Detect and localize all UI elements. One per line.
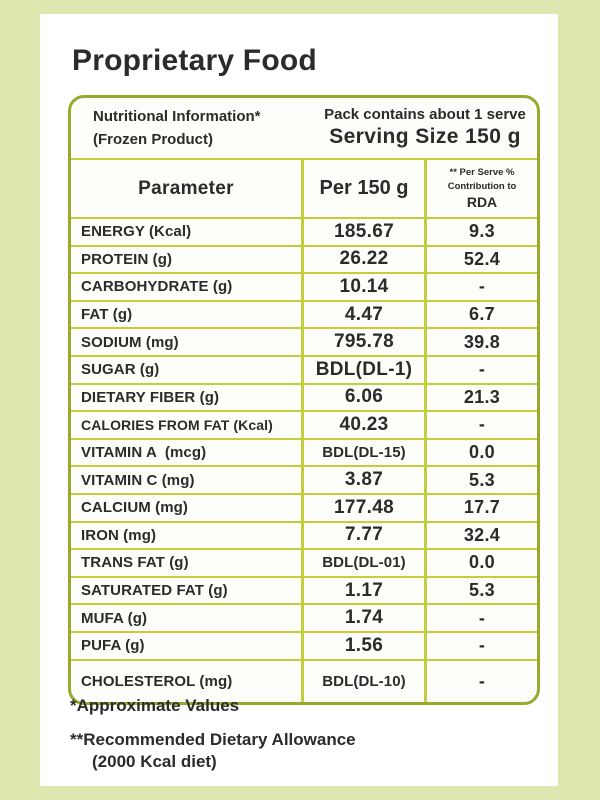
parameter-cell: ENERGY (Kcal) [81,223,192,241]
table-row [71,467,537,495]
table-row [71,550,537,578]
per-150g-cell: BDL(DL-10) [301,661,424,702]
table-row [71,578,537,606]
rda-percent-cell: - [424,357,537,383]
table-row [71,495,537,523]
table-row [71,357,537,385]
per-150g-cell: 1.17 [301,578,424,604]
parameter-cell: SODIUM (mg) [81,333,179,351]
table-row [71,385,537,413]
parameter-cell: SUGAR (g) [81,361,160,379]
rda-percent-cell: - [424,274,537,300]
column-header-row [71,160,537,219]
rda-percent-cell: - [424,661,537,702]
table-row [71,633,537,661]
table-row [71,523,537,551]
per-150g-cell: 6.06 [301,385,424,411]
serving-size-line: Serving Size 150 g [329,124,521,148]
rda-percent-cell: 5.3 [424,578,537,604]
table-row [71,219,537,247]
per-150g-cell: 795.78 [301,329,424,355]
table-row [71,440,537,468]
footnote-approximate-values: *Approximate Values [70,696,240,715]
per-150g-cell: 1.74 [301,605,424,631]
rda-percent-cell: 52.4 [424,247,537,273]
rda-percent-cell: 39.8 [424,329,537,355]
per-150g-cell: BDL(DL-01) [301,550,424,576]
rda-percent-cell: 6.7 [424,302,537,328]
rda-percent-cell: 5.3 [424,467,537,493]
footnote-rda-line2: (2000 Kcal diet) [92,752,217,772]
parameter-cell: CHOLESTEROL (mg) [81,672,233,690]
pack-contains-line: Pack contains about 1 serve [324,105,526,123]
column-header-per-150g: Per 150 g [301,160,424,217]
rda-percent-cell: - [424,633,537,659]
page-title: Proprietary Food [72,44,317,77]
per-150g-cell: 26.22 [301,247,424,273]
nutritional-info-header [71,98,313,158]
parameter-cell: VITAMIN C (mg) [81,471,195,489]
parameter-cell: CALORIES FROM FAT (Kcal) [81,416,273,433]
footnotes [70,696,356,773]
per-150g-cell: 1.56 [301,633,424,659]
column-header-rda [424,160,537,217]
parameter-cell: MUFA (g) [81,609,148,627]
rda-percent-cell: 0.0 [424,440,537,466]
rda-percent-cell: 32.4 [424,523,537,549]
table-header-row [71,98,537,160]
footnote-rda [70,729,356,773]
table-body [71,219,537,702]
footnote-rda-line1: **Recommended Dietary Allowance [70,730,356,749]
label-card [40,14,558,786]
parameter-cell: DIETARY FIBER (g) [81,388,220,406]
parameter-cell: PROTEIN (g) [81,250,173,268]
column-header-parameter: Parameter [138,177,234,199]
table-row [71,274,537,302]
rda-percent-cell: - [424,605,537,631]
rda-percent-cell: 9.3 [424,219,537,245]
table-row [71,247,537,275]
parameter-cell: IRON (mg) [81,526,157,544]
table-row [71,412,537,440]
parameter-cell: FAT (g) [81,306,133,324]
parameter-cell: CARBOHYDRATE (g) [81,278,233,296]
rda-percent-cell: 0.0 [424,550,537,576]
rda-percent-cell: 21.3 [424,385,537,411]
parameter-cell: TRANS FAT (g) [81,554,189,572]
table-row [71,329,537,357]
rda-header-line3: RDA [466,193,498,210]
per-150g-cell: 4.47 [301,302,424,328]
per-150g-cell: 177.48 [301,495,424,521]
rda-percent-cell: - [424,412,537,438]
parameter-cell: CALCIUM (mg) [81,499,189,517]
parameter-cell: VITAMIN A (mcg) [81,444,207,462]
table-row [71,302,537,330]
per-150g-cell: BDL(DL-1) [301,357,424,383]
nutrition-table [68,95,540,705]
table-row [71,605,537,633]
rda-percent-cell: 17.7 [424,495,537,521]
per-150g-cell: 185.67 [301,219,424,245]
rda-header-line1: ** Per Serve % [449,167,515,179]
per-150g-cell: BDL(DL-15) [301,440,424,466]
per-150g-cell: 3.87 [301,467,424,493]
rda-header-line2: Contribution to [447,181,517,193]
per-150g-cell: 7.77 [301,523,424,549]
per-150g-cell: 40.23 [301,412,424,438]
frozen-product-line: (Frozen Product) [93,131,213,148]
parameter-cell: SATURATED FAT (g) [81,582,228,600]
nutritional-info-line1: Nutritional Information* [93,107,261,125]
parameter-cell: PUFA (g) [81,637,145,655]
serving-info-header [313,98,537,158]
per-150g-cell: 10.14 [301,274,424,300]
